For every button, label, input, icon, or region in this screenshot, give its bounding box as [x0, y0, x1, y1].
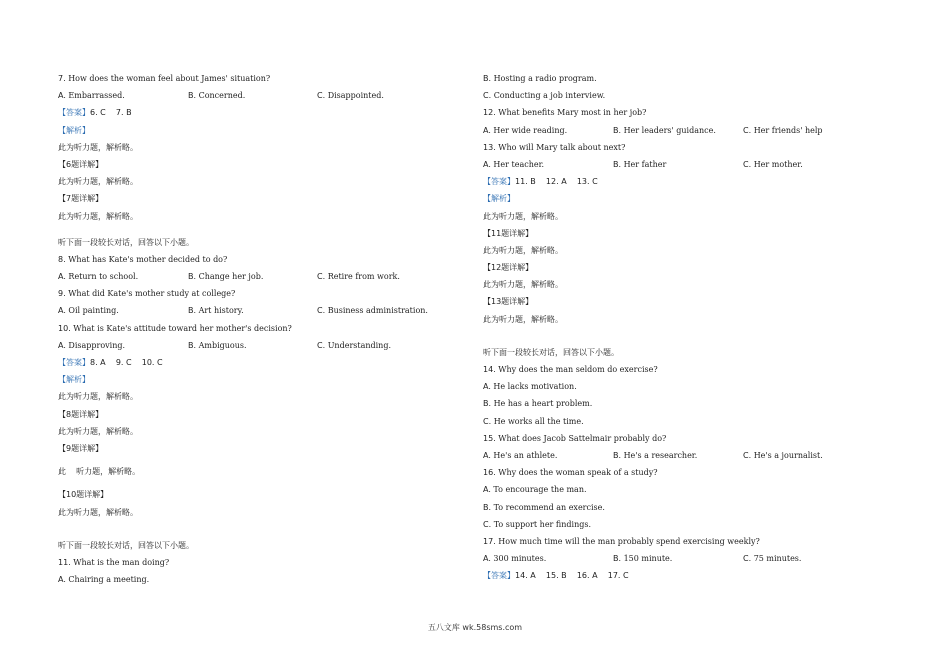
option-16b: B. To recommend an exercise. — [483, 502, 605, 512]
analysis-note: 此为听力题，解析略。 — [483, 211, 563, 221]
detail-9: 【9题详解】 — [58, 443, 104, 453]
option-14b: B. He has a heart problem. — [483, 399, 593, 409]
option-16c: C. To support her findings. — [483, 519, 592, 529]
section-intro: 听下面一段较长对话，回答以下小题。 — [483, 347, 619, 357]
analysis-note: 此 听力题，解析略。 — [58, 467, 141, 477]
detail-6: 【6题详解】 — [58, 159, 104, 169]
section-intro: 听下面一段较长对话，回答以下小题。 — [58, 540, 194, 550]
detail-10: 【10题详解】 — [58, 490, 109, 500]
analysis-note: 此为听力题，解析略。 — [58, 426, 138, 436]
detail-13: 【13题详解】 — [483, 297, 534, 307]
option-14a: A. He lacks motivation. — [483, 382, 577, 392]
question-8: 8. What has Kate's mother decided to do? — [58, 254, 228, 264]
options-12: A. Her wide reading. B. Her leaders' guidance. C. Her friends' help — [483, 125, 823, 135]
analysis-label: 【解析】 — [58, 375, 90, 385]
option-11c: C. Conducting a job interview. — [483, 91, 606, 101]
analysis-note: 此为听力题，解析略。 — [58, 177, 138, 187]
analysis-note: 此为听力题，解析略。 — [483, 245, 563, 255]
detail-7: 【7题详解】 — [58, 194, 104, 204]
analysis-note: 此为听力题，解析略。 — [58, 392, 138, 402]
question-15: 15. What does Jacob Sattelmair probably do? — [483, 433, 667, 443]
answer-8-10: 【答案】8. A 9. C 10. C — [58, 358, 163, 367]
answer-11-13: 【答案】11. B 12. A 13. C — [483, 177, 598, 187]
analysis-label: 【解析】 — [58, 125, 90, 135]
question-9: 9. What did Kate's mother study at college? — [58, 289, 236, 299]
options-8: A. Return to school. B. Change her job. C. Retire from work. — [58, 272, 400, 282]
analysis-note: 此为听力题，解析略。 — [58, 507, 138, 517]
question-11: 11. What is the man doing? — [58, 557, 170, 567]
question-10: 10. What is Kate's attitude toward her mother's decision? — [58, 323, 292, 333]
options-10: A. Disapproving. B. Ambiguous. C. Understanding. — [58, 340, 391, 350]
option-16a: A. To encourage the man. — [483, 485, 587, 495]
detail-8: 【8题详解】 — [58, 409, 104, 419]
options-17: A. 300 minutes. B. 150 minute. C. 75 minutes. — [483, 554, 802, 564]
option-11a: A. Chairing a meeting. — [58, 575, 150, 585]
options-9: A. Oil painting. B. Art history. C. Business administration. — [58, 306, 428, 316]
section-intro: 听下面一段较长对话，回答以下小题。 — [58, 237, 194, 247]
option-14c: C. He works all the time. — [483, 416, 584, 426]
question-14: 14. Why does the man seldom do exercise? — [483, 365, 658, 374]
analysis-note: 此为听力题，解析略。 — [483, 280, 563, 290]
analysis-label: 【解析】 — [483, 194, 515, 204]
left-column — [58, 70, 458, 588]
question-7: 7. How does the woman feel about James' situation? — [58, 74, 271, 83]
question-17: 17. How much time will the man probably spend exercising weekly? — [483, 536, 760, 546]
analysis-note: 此为听力题，解析略。 — [58, 142, 138, 152]
analysis-note: 此为听力题，解析略。 — [483, 314, 563, 324]
question-13: 13. Who will Mary talk about next? — [483, 142, 626, 152]
detail-12: 【12题详解】 — [483, 263, 534, 273]
question-12: 12. What benefits Mary most in her job? — [483, 108, 647, 118]
answer-14-17: 【答案】14. A 15. B 16. A 17. C — [483, 571, 629, 581]
answer-6-7: 【答案】6. C 7. B — [58, 108, 132, 118]
options-7: A. Embarrassed. B. Concerned. C. Disappointed. — [58, 91, 384, 101]
analysis-note: 此为听力题，解析略。 — [58, 211, 138, 221]
detail-11: 【11题详解】 — [483, 228, 534, 238]
question-16: 16. Why does the woman speak of a study? — [483, 468, 658, 478]
page-footer: 五八文库 wk.58sms.com — [427, 623, 523, 632]
right-column — [483, 70, 903, 584]
options-15: A. He's an athlete. B. He's a researcher. C. He's a journalist. — [483, 450, 823, 460]
option-11b: B. Hosting a radio program. — [483, 74, 597, 83]
options-13: A. Her teacher. B. Her father C. Her mother. — [483, 159, 803, 169]
